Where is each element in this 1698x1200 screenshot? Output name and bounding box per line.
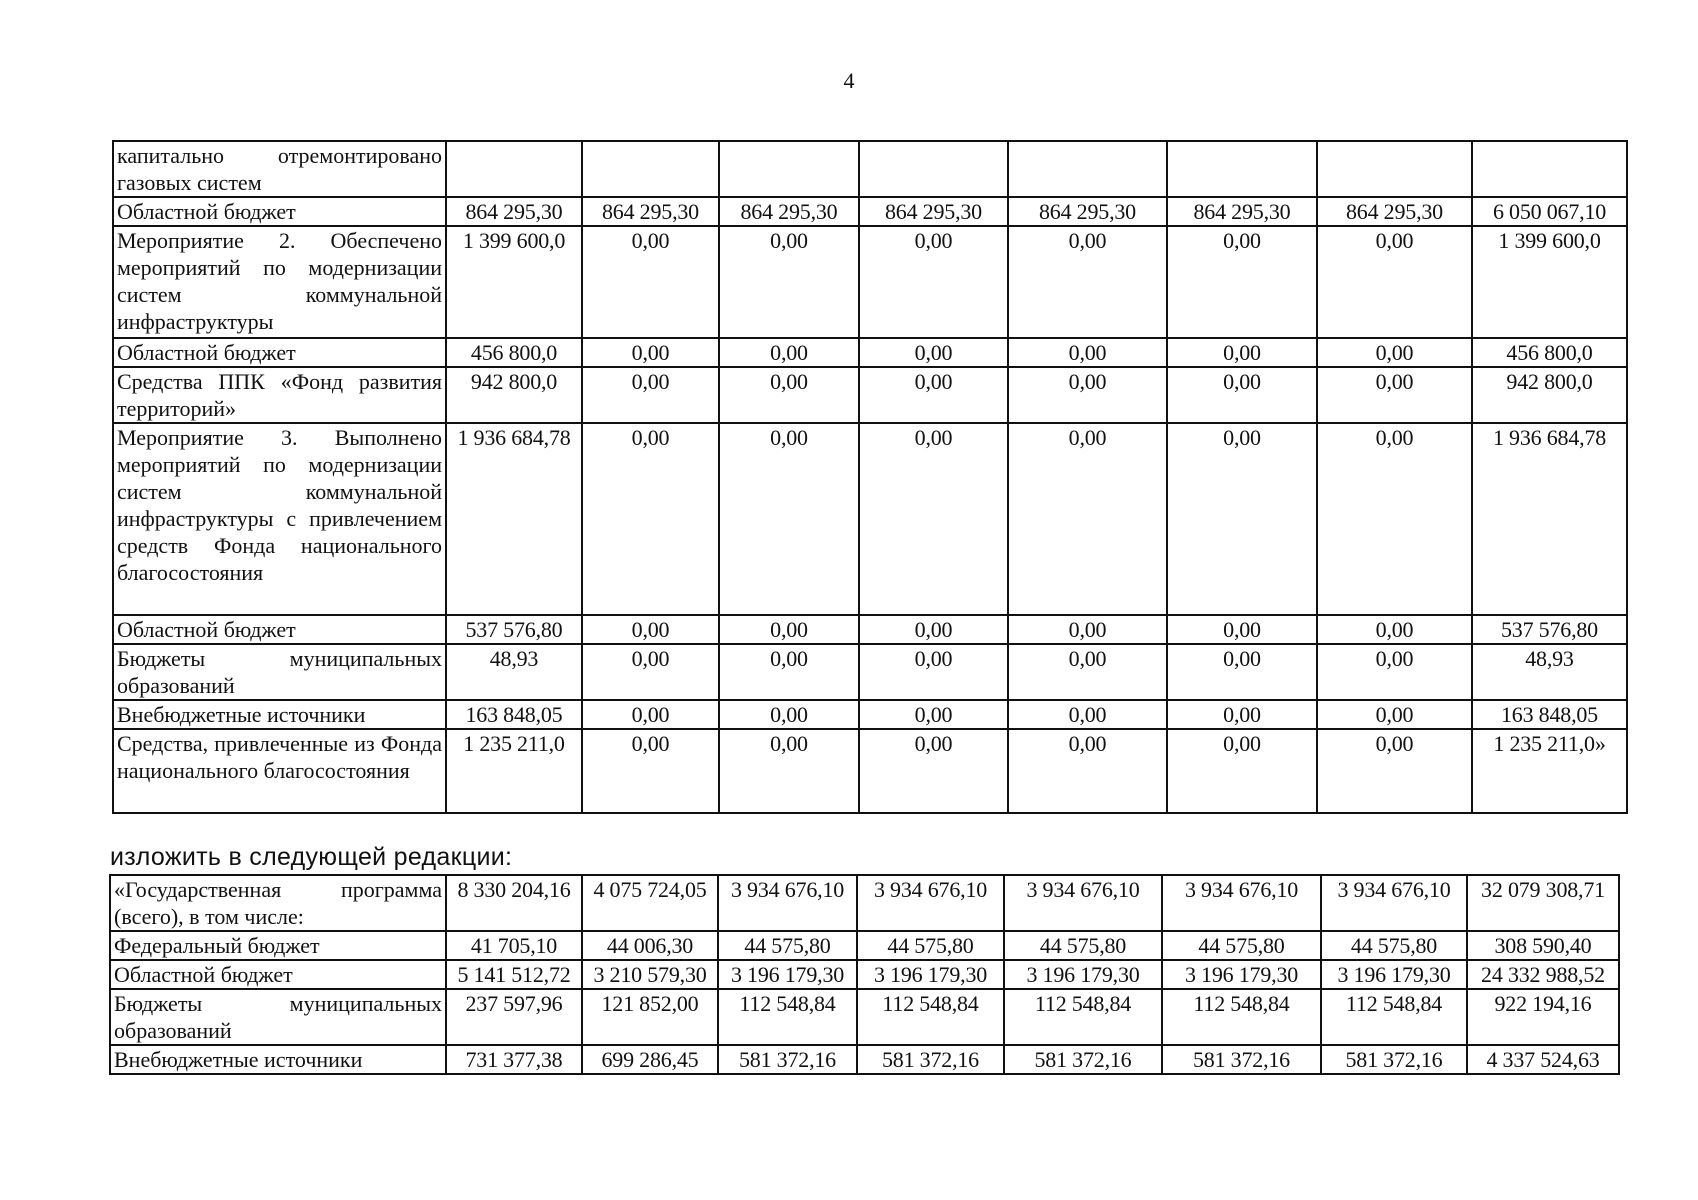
table-row xyxy=(110,1045,1619,1074)
year-value-cell: 3 196 179,30 xyxy=(1162,960,1321,989)
year-value-cell: 3 210 579,30 xyxy=(582,960,718,989)
year-value-cell: 163 848,05 xyxy=(446,700,582,729)
year-value-cell xyxy=(582,141,719,197)
table-row xyxy=(113,644,1627,700)
row-label-cell: Областной бюджет xyxy=(113,338,446,367)
year-value-cell: 48,93 xyxy=(446,644,582,700)
year-value-cell: 0,00 xyxy=(1167,338,1317,367)
total-value-cell: 456 800,0 xyxy=(1472,338,1627,367)
total-value-cell: 537 576,80 xyxy=(1472,615,1627,644)
year-value-cell: 44 575,80 xyxy=(718,931,857,960)
year-value-cell: 864 295,30 xyxy=(859,197,1008,226)
year-value-cell: 0,00 xyxy=(1008,423,1167,615)
table-row xyxy=(113,729,1627,813)
table-bottom-body xyxy=(110,875,1619,1074)
year-value-cell: 864 295,30 xyxy=(1008,197,1167,226)
year-value-cell: 44 006,30 xyxy=(582,931,718,960)
total-value-cell: 1 936 684,78 xyxy=(1472,423,1627,615)
year-value-cell: 537 576,80 xyxy=(446,615,582,644)
year-value-cell xyxy=(1167,141,1317,197)
year-value-cell: 0,00 xyxy=(719,423,859,615)
year-value-cell: 1 936 684,78 xyxy=(446,423,582,615)
year-value-cell: 0,00 xyxy=(1167,700,1317,729)
year-value-cell: 0,00 xyxy=(859,644,1008,700)
year-value-cell: 3 196 179,30 xyxy=(857,960,1004,989)
year-value-cell: 8 330 204,16 xyxy=(446,875,582,931)
table-row xyxy=(113,338,1627,367)
year-value-cell: 0,00 xyxy=(582,615,719,644)
total-value-cell: 308 590,40 xyxy=(1467,931,1619,960)
transition-text: изложить в следующей редакции: xyxy=(110,843,513,871)
year-value-cell: 456 800,0 xyxy=(446,338,582,367)
year-value-cell: 0,00 xyxy=(859,226,1008,338)
year-value-cell: 0,00 xyxy=(1008,226,1167,338)
row-label-cell: Внебюджетные источники xyxy=(110,1045,446,1074)
row-label-cell: Федеральный бюджет xyxy=(110,931,446,960)
year-value-cell: 0,00 xyxy=(719,615,859,644)
year-value-cell: 581 372,16 xyxy=(1162,1045,1321,1074)
row-label-cell: Бюджеты муниципальных образований xyxy=(110,989,446,1045)
year-value-cell: 0,00 xyxy=(1317,367,1472,423)
year-value-cell: 3 196 179,30 xyxy=(1004,960,1162,989)
year-value-cell: 0,00 xyxy=(1317,226,1472,338)
year-value-cell: 0,00 xyxy=(1317,729,1472,813)
year-value-cell: 0,00 xyxy=(1167,423,1317,615)
year-value-cell: 699 286,45 xyxy=(582,1045,718,1074)
year-value-cell: 0,00 xyxy=(719,700,859,729)
year-value-cell: 1 399 600,0 xyxy=(446,226,582,338)
table-top-body xyxy=(113,141,1627,813)
year-value-cell: 581 372,16 xyxy=(857,1045,1004,1074)
year-value-cell: 581 372,16 xyxy=(1004,1045,1162,1074)
total-value-cell: 163 848,05 xyxy=(1472,700,1627,729)
year-value-cell: 0,00 xyxy=(1317,700,1472,729)
year-value-cell: 44 575,80 xyxy=(1321,931,1467,960)
row-label-cell: Мероприятие 3. Выполнено мероприятий по модернизации систем коммунальной инфраструктуры с привлечением средств Фонда национального благосостояния xyxy=(113,423,446,615)
year-value-cell: 0,00 xyxy=(859,729,1008,813)
year-value-cell: 0,00 xyxy=(1008,338,1167,367)
year-value-cell: 864 295,30 xyxy=(446,197,582,226)
row-label-cell: Средства ППК «Фонд развития территорий» xyxy=(113,367,446,423)
year-value-cell: 0,00 xyxy=(1008,644,1167,700)
total-value-cell: 1 399 600,0 xyxy=(1472,226,1627,338)
year-value-cell: 0,00 xyxy=(1317,338,1472,367)
year-value-cell: 0,00 xyxy=(582,226,719,338)
total-value-cell: 6 050 067,10 xyxy=(1472,197,1627,226)
year-value-cell: 44 575,80 xyxy=(857,931,1004,960)
total-value-cell: 1 235 211,0» xyxy=(1472,729,1627,813)
table-row xyxy=(113,197,1627,226)
year-value-cell: 121 852,00 xyxy=(582,989,718,1045)
total-value-cell: 942 800,0 xyxy=(1472,367,1627,423)
year-value-cell: 0,00 xyxy=(582,338,719,367)
year-value-cell: 112 548,84 xyxy=(1004,989,1162,1045)
year-value-cell: 112 548,84 xyxy=(1162,989,1321,1045)
year-value-cell: 112 548,84 xyxy=(1321,989,1467,1045)
year-value-cell xyxy=(1008,141,1167,197)
year-value-cell: 581 372,16 xyxy=(718,1045,857,1074)
year-value-cell: 0,00 xyxy=(582,367,719,423)
year-value-cell: 5 141 512,72 xyxy=(446,960,582,989)
year-value-cell: 731 377,38 xyxy=(446,1045,582,1074)
year-value-cell: 4 075 724,05 xyxy=(582,875,718,931)
total-value-cell xyxy=(1472,141,1627,197)
year-value-cell xyxy=(859,141,1008,197)
table-row xyxy=(113,367,1627,423)
total-value-cell: 922 194,16 xyxy=(1467,989,1619,1045)
year-value-cell xyxy=(1317,141,1472,197)
year-value-cell: 864 295,30 xyxy=(719,197,859,226)
total-value-cell: 4 337 524,63 xyxy=(1467,1045,1619,1074)
table-row xyxy=(113,141,1627,197)
year-value-cell: 942 800,0 xyxy=(446,367,582,423)
total-value-cell: 24 332 988,52 xyxy=(1467,960,1619,989)
row-label-cell: Средства, привлеченные из Фонда национального благосостояния xyxy=(113,729,446,813)
row-label-cell: Областной бюджет xyxy=(113,197,446,226)
year-value-cell: 41 705,10 xyxy=(446,931,582,960)
year-value-cell: 0,00 xyxy=(1008,367,1167,423)
table-row xyxy=(110,875,1619,931)
total-value-cell: 32 079 308,71 xyxy=(1467,875,1619,931)
year-value-cell: 44 575,80 xyxy=(1004,931,1162,960)
year-value-cell: 112 548,84 xyxy=(857,989,1004,1045)
table-row xyxy=(113,226,1627,338)
year-value-cell: 3 196 179,30 xyxy=(1321,960,1467,989)
year-value-cell: 3 196 179,30 xyxy=(718,960,857,989)
year-value-cell: 0,00 xyxy=(582,729,719,813)
year-value-cell: 1 235 211,0 xyxy=(446,729,582,813)
year-value-cell: 0,00 xyxy=(582,423,719,615)
year-value-cell: 0,00 xyxy=(1167,367,1317,423)
year-value-cell: 0,00 xyxy=(859,338,1008,367)
year-value-cell: 237 597,96 xyxy=(446,989,582,1045)
row-label-cell: капитально отремонтировано газовых систем xyxy=(113,141,446,197)
table-row xyxy=(110,960,1619,989)
table-row xyxy=(113,615,1627,644)
year-value-cell: 3 934 676,10 xyxy=(1321,875,1467,931)
year-value-cell: 3 934 676,10 xyxy=(1004,875,1162,931)
year-value-cell: 0,00 xyxy=(1317,644,1472,700)
row-label-cell: Областной бюджет xyxy=(113,615,446,644)
year-value-cell: 581 372,16 xyxy=(1321,1045,1467,1074)
year-value-cell: 0,00 xyxy=(1008,615,1167,644)
year-value-cell xyxy=(719,141,859,197)
year-value-cell: 0,00 xyxy=(1167,644,1317,700)
year-value-cell: 864 295,30 xyxy=(582,197,719,226)
year-value-cell: 0,00 xyxy=(1008,700,1167,729)
budget-table-previous-edition xyxy=(112,140,1628,814)
row-label-cell: Мероприятие 2. Обеспечено мероприятий по модернизации систем коммунальной инфраструктуры xyxy=(113,226,446,338)
table-row xyxy=(113,700,1627,729)
year-value-cell: 0,00 xyxy=(1167,615,1317,644)
year-value-cell: 0,00 xyxy=(719,729,859,813)
year-value-cell: 0,00 xyxy=(719,367,859,423)
year-value-cell: 864 295,30 xyxy=(1317,197,1472,226)
year-value-cell xyxy=(446,141,582,197)
year-value-cell: 0,00 xyxy=(1317,615,1472,644)
year-value-cell: 112 548,84 xyxy=(718,989,857,1045)
total-value-cell: 48,93 xyxy=(1472,644,1627,700)
year-value-cell: 0,00 xyxy=(859,700,1008,729)
year-value-cell: 0,00 xyxy=(859,423,1008,615)
row-label-cell: «Государственная программа (всего), в том числе: xyxy=(110,875,446,931)
year-value-cell: 0,00 xyxy=(1167,729,1317,813)
year-value-cell: 0,00 xyxy=(719,226,859,338)
year-value-cell: 0,00 xyxy=(719,338,859,367)
year-value-cell: 864 295,30 xyxy=(1167,197,1317,226)
budget-table-new-edition xyxy=(109,874,1620,1075)
year-value-cell: 0,00 xyxy=(1167,226,1317,338)
row-label-cell: Бюджеты муниципальных образований xyxy=(113,644,446,700)
row-label-cell: Областной бюджет xyxy=(110,960,446,989)
year-value-cell: 0,00 xyxy=(1008,729,1167,813)
year-value-cell: 0,00 xyxy=(859,615,1008,644)
year-value-cell: 0,00 xyxy=(582,644,719,700)
page-number: 4 xyxy=(843,68,855,93)
table-row xyxy=(110,989,1619,1045)
table-row xyxy=(110,931,1619,960)
row-label-cell: Внебюджетные источники xyxy=(113,700,446,729)
year-value-cell: 0,00 xyxy=(1317,423,1472,615)
year-value-cell: 3 934 676,10 xyxy=(1162,875,1321,931)
year-value-cell: 44 575,80 xyxy=(1162,931,1321,960)
year-value-cell: 0,00 xyxy=(582,700,719,729)
year-value-cell: 0,00 xyxy=(859,367,1008,423)
table-row xyxy=(113,423,1627,615)
year-value-cell: 3 934 676,10 xyxy=(718,875,857,931)
year-value-cell: 3 934 676,10 xyxy=(857,875,1004,931)
year-value-cell: 0,00 xyxy=(719,644,859,700)
